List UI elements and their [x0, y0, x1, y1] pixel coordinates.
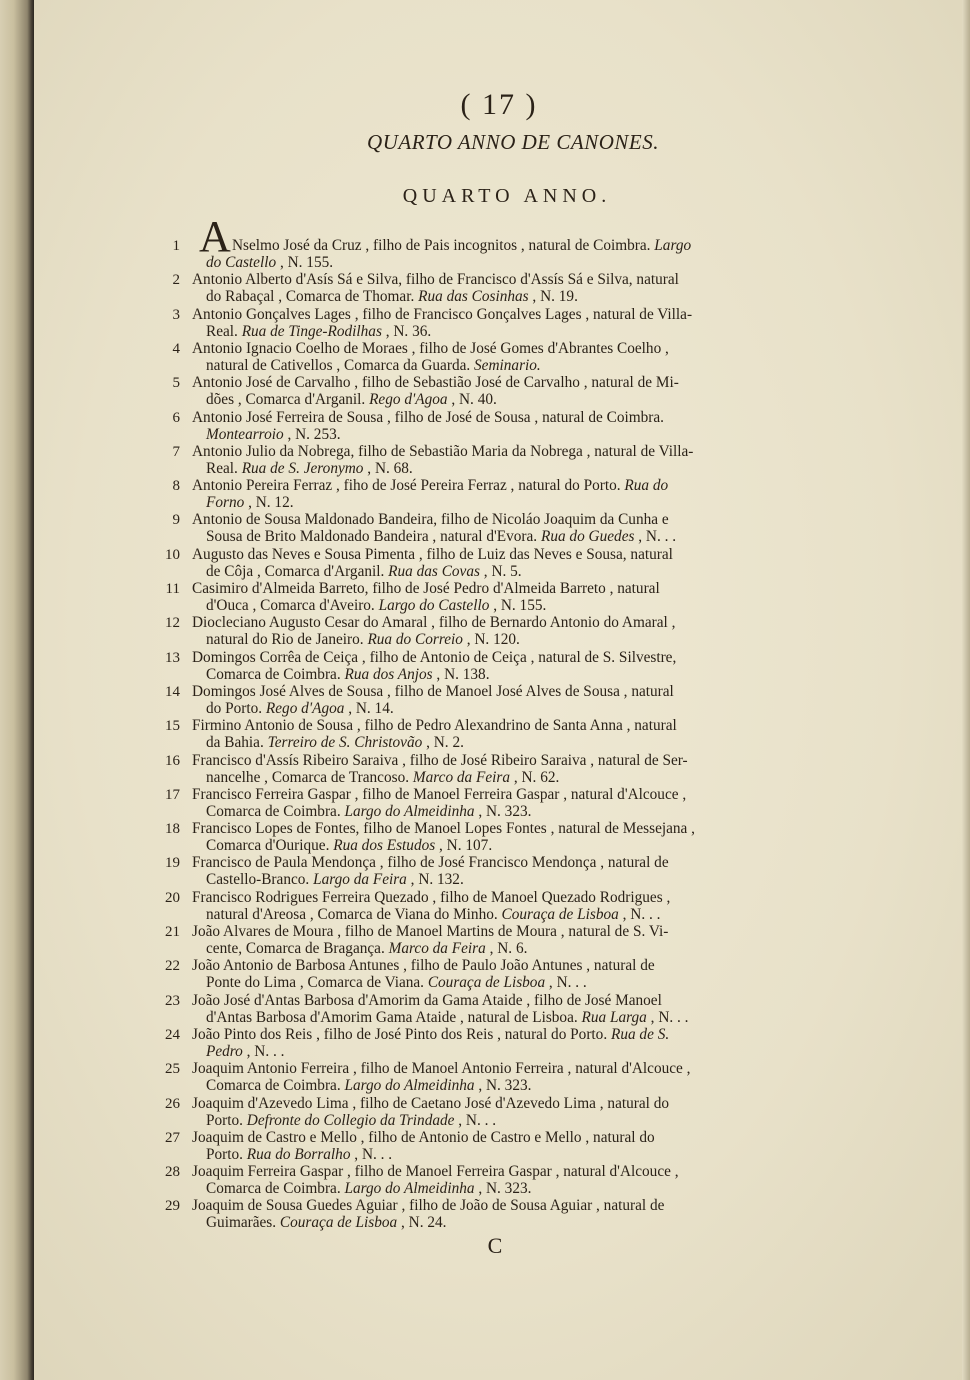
entry-house-number: , N. . .	[545, 974, 587, 992]
entry-number: 28	[165, 1164, 180, 1181]
entry-line-1	[192, 1197, 664, 1214]
entry-text: Ponte do Lima , Comarca de Viana.	[206, 974, 428, 992]
entry-number: 26	[165, 1095, 180, 1112]
entry-number: 16	[165, 752, 180, 769]
entry-line-1	[192, 1095, 669, 1112]
entry-number: 24	[165, 1026, 180, 1043]
entry-house-number: , N. 2.	[422, 734, 464, 752]
entry-line-2	[206, 1214, 447, 1231]
entry-text: Comarca d'Ourique.	[206, 837, 334, 855]
list-item	[0, 400, 970, 443]
entry-text: Francisco de Paula Mendonça , filho de José Francisco Mendonça , natural de	[192, 854, 669, 872]
entry-text: Antonio Alberto d'Asís Sá e Silva, filho de Francisco d'Assís Sá e Silva, natural	[192, 271, 679, 289]
entry-address: Couraça de Lisboa	[279, 1214, 398, 1232]
entry-house-number: , N. 62.	[510, 768, 560, 786]
entry-number: 17	[165, 786, 180, 803]
entry-text: d'Antas Barbosa d'Amorim Gama Ataide , natural de Lisboa.	[206, 1008, 582, 1026]
entry-address: Rua de Tinge-Rodilhas	[241, 322, 382, 340]
entry-text: cente, Comarca de Bragança.	[206, 940, 389, 957]
entry-text: de Côja , Comarca d'Arganil.	[206, 562, 389, 580]
entry-address: Rego d'Agoa	[369, 391, 448, 409]
entry-number: 19	[165, 855, 180, 872]
list-item	[0, 468, 970, 512]
entry-line-1	[192, 511, 669, 528]
entry-line-1	[192, 1129, 655, 1146]
entry-text: Joaquim Antonio Ferreira , filho de Manoel Antonio Ferreira , natural d'Alcouce ,	[192, 1060, 691, 1078]
entry-text: Joaquim Ferreira Gaspar , filho de Manoel Ferreira Gaspar , natural d'Alcouce ,	[192, 1163, 679, 1181]
entry-house-number: , N. . .	[350, 1145, 393, 1163]
entry-house-number: , N. 36.	[381, 322, 432, 340]
entry-line-1	[192, 271, 679, 288]
entry-number: 13	[165, 649, 180, 666]
entry-text: Castello-Branco.	[206, 871, 314, 889]
entry-line-1	[192, 443, 693, 460]
entry-text: Nselmo José da Cruz , filho de Pais incognitos , natural de Coimbra.	[232, 237, 655, 254]
list-item	[0, 605, 970, 649]
list-item	[0, 1017, 970, 1060]
entry-text: nancelhe , Comarca de Trancoso.	[206, 768, 413, 786]
entry-text: Domingos José Alves de Sousa , filho de Manoel José Alves de Sousa , natural	[192, 682, 674, 700]
list-item	[0, 640, 970, 683]
entry-text: João Pinto dos Reis , filho de José Pinto dos Reis , natural do Porto.	[192, 1025, 611, 1043]
entry-number: 10	[165, 546, 180, 563]
entry-number: 22	[165, 958, 180, 975]
entry-address: Largo do Almeidinha	[344, 1180, 475, 1198]
entry-house-number: , N. . .	[242, 1042, 285, 1060]
entry-number: 1	[172, 238, 180, 254]
entry-text: Antonio Ignacio Coelho de Moraes , filho de José Gomes d'Abrantes Coelho ,	[192, 339, 669, 357]
entry-text: Real.	[206, 322, 242, 340]
list-item	[0, 537, 970, 580]
entry-number: 29	[165, 1198, 180, 1215]
entry-house-number: , N. 14.	[344, 699, 394, 717]
entry-number: 4	[172, 340, 180, 357]
entry-address: Rego d'Agoa	[265, 699, 345, 717]
entry-address: Marco da Feira	[388, 940, 486, 957]
list-item	[0, 777, 970, 820]
entry-text: Joaquim d'Azevedo Lima , filho de Caetano José d'Azevedo Lima , natural do	[192, 1094, 670, 1112]
list-item	[0, 1086, 970, 1129]
entry-house-number: , N. 253.	[283, 425, 341, 443]
signature-mark: C	[487, 1233, 503, 1258]
entry-text: Antonio Gonçalves Lages , filho de Francisco Gonçalves Lages , natural de Villa-	[192, 305, 693, 323]
entry-text: Antonio Pereira Ferraz , fiho de José Pereira Ferraz , natural do Porto.	[192, 477, 625, 495]
entry-address: Largo do Castello	[378, 597, 490, 614]
drop-cap: A	[199, 212, 231, 261]
list-item	[0, 914, 970, 957]
entry-address: Rua do Correio	[367, 631, 463, 649]
entry-address: Rua do Borralho	[246, 1145, 351, 1163]
sub-heading: QUARTO ANNO.	[402, 185, 612, 207]
entry-address: Defronte do Collegio da Trindade	[246, 1111, 455, 1129]
entry-number: 18	[165, 821, 180, 838]
entry-house-number: , N. 107.	[435, 837, 493, 855]
entry-address: Marco da Feira	[412, 768, 511, 786]
entry-house-number: , N. 120.	[462, 631, 520, 649]
entry-line-1	[192, 683, 674, 700]
entry-number: 6	[172, 409, 180, 426]
entry-number: 15	[165, 718, 180, 735]
entry-line-1	[192, 923, 668, 940]
entry-address: Rua de S. Jeronymo	[241, 459, 364, 477]
list-item	[0, 743, 970, 786]
entry-house-number: , N. 5.	[479, 562, 522, 580]
entry-text: da Bahia.	[206, 734, 268, 752]
entry-number: 12	[165, 615, 180, 632]
entry-line-1	[192, 477, 668, 494]
entry-number: 5	[172, 375, 180, 392]
entry-address: Forno	[206, 494, 245, 512]
entry-house-number: , N. 323.	[474, 802, 532, 820]
entry-house-number: , N. 155.	[489, 597, 547, 614]
entry-text: Comarca de Coimbra.	[206, 1180, 345, 1198]
list-item	[0, 262, 970, 306]
entry-address: Largo da Feira	[313, 871, 407, 889]
entry-number: 27	[165, 1129, 180, 1146]
entry-line-1	[192, 820, 695, 837]
list-item	[0, 983, 970, 1026]
entry-text: Real.	[206, 459, 242, 477]
entry-house-number: , N. 24.	[397, 1214, 447, 1232]
entry-text: Francisco Rodrigues Ferreira Quezado , filho de Manoel Quezado Rodrigues ,	[192, 888, 671, 906]
entry-house-number: , N. 132.	[406, 871, 464, 889]
entry-number: 2	[172, 272, 180, 289]
list-item	[0, 708, 970, 752]
list-item	[0, 228, 970, 271]
entry-house-number: , N. 68.	[363, 459, 413, 477]
entry-house-number: , N. 155.	[276, 254, 334, 271]
entry-address: Rua do Guedes	[540, 528, 635, 546]
entry-address: Largo	[654, 237, 692, 254]
entry-number: 25	[165, 1061, 180, 1078]
entry-text: Joaquim de Sousa Guedes Aguiar , filho de João de Sousa Aguiar , natural de	[192, 1197, 665, 1215]
entry-house-number: , N. 6.	[485, 940, 528, 957]
entry-line-1	[192, 957, 655, 974]
entry-text: João José d'Antas Barbosa d'Amorim da Gama Ataide , filho de José Manoel	[192, 991, 662, 1009]
list-item	[0, 297, 970, 340]
list-item	[0, 1188, 970, 1232]
entry-line-1	[232, 237, 691, 254]
entry-line-1	[192, 752, 688, 769]
entry-text: João Antonio de Barbosa Antunes , filho de Paulo João Antunes , natural de	[192, 957, 655, 975]
entry-text: dões , Comarca d'Arganil.	[206, 391, 370, 409]
entry-text: natural de Cativellos , Comarca da Guarda.	[206, 356, 475, 374]
entry-text: Porto.	[206, 1111, 247, 1129]
entry-text: Francisco d'Assís Ribeiro Saraiva , filho de José Ribeiro Saraiva , natural de Ser-	[192, 751, 688, 769]
entry-house-number: , N. 323.	[474, 1180, 532, 1198]
entry-text: Porto.	[206, 1145, 247, 1163]
entry-text: Comarca de Coimbra.	[206, 802, 345, 820]
entry-number: 14	[165, 683, 180, 700]
entry-number: 7	[172, 443, 180, 460]
entry-line-1	[192, 409, 664, 426]
entry-text: Diocleciano Augusto Cesar do Amaral , filho de Bernardo Antonio do Amaral ,	[192, 614, 676, 632]
entry-address: Largo do Almeidinha	[344, 802, 475, 820]
entry-text: Antonio Julio da Nobrega, filho de Sebastião Maria da Nobrega , natural de Villa-	[192, 442, 694, 460]
section-heading: QUARTO ANNO DE CANONES.	[367, 130, 659, 154]
entry-house-number: , N. . .	[618, 905, 661, 923]
entry-line-1	[192, 992, 662, 1009]
entry-text: Augusto das Neves e Sousa Pimenta , filho de Luiz das Neves e Sousa, natural	[192, 545, 673, 563]
entry-text: Guimarães.	[206, 1214, 280, 1232]
entry-line-1	[192, 1163, 679, 1180]
entry-number: 3	[172, 306, 180, 323]
list-item	[0, 365, 970, 409]
entry-line-1	[192, 614, 675, 631]
entry-address: Terreiro de S. Christovão	[267, 734, 423, 752]
entry-house-number: , N. . .	[454, 1111, 497, 1129]
entry-line-1	[192, 340, 669, 357]
entry-line-1	[192, 580, 660, 597]
entry-address: Seminario.	[474, 356, 541, 374]
entry-text: Domingos Corrêa de Ceiça , filho de Antonio de Ceiça , natural de S. Silvestre,	[192, 648, 677, 666]
entry-line-1	[192, 1060, 691, 1077]
entry-house-number: , N. 138.	[432, 665, 490, 683]
entry-number: 21	[165, 924, 180, 940]
list-item	[0, 1051, 970, 1095]
entry-text: do Porto.	[206, 699, 266, 717]
entry-address: Rua Larga	[581, 1008, 647, 1026]
entry-text: d'Ouca , Comarca d'Aveiro.	[206, 597, 379, 614]
entry-line-1	[192, 649, 676, 666]
entry-text: Casimiro d'Almeida Barreto, filho de José Pedro d'Almeida Barreto , natural	[192, 580, 660, 597]
entry-address: Rua das Covas	[388, 562, 480, 580]
page-number: ( 17 )	[460, 88, 538, 121]
entry-address: Couraça de Lisboa	[501, 905, 619, 923]
entry-line-1	[192, 546, 673, 563]
list-item	[0, 502, 970, 546]
entry-number: 11	[165, 581, 180, 597]
entry-address: Rua das Cosinhas	[418, 288, 529, 306]
entry-address: Montearroio	[206, 425, 284, 443]
list-item	[0, 571, 970, 614]
entry-address: Rua de S.	[610, 1025, 670, 1043]
entry-text: João Alvares de Moura , filho de Manoel Martins de Moura , natural de S. Vi-	[192, 923, 669, 940]
entry-address: Rua dos Anjos	[344, 665, 433, 683]
entry-house-number: , N. 40.	[447, 391, 497, 409]
entry-text: natural do Rio de Janeiro.	[206, 631, 368, 649]
entry-text: Antonio José Ferreira de Sousa , filho de José de Sousa , natural de Coimbra.	[192, 408, 664, 426]
entry-text: Joaquim de Castro e Mello , filho de Antonio de Castro e Mello , natural do	[192, 1128, 655, 1146]
entry-line-1	[192, 306, 692, 323]
entry-number: 9	[172, 512, 180, 529]
entry-text: do Rabaçal , Comarca de Thomar.	[206, 288, 419, 306]
entry-text: Francisco Lopes de Fontes, filho de Manoel Lopes Fontes , natural de Messejana ,	[192, 820, 695, 838]
entry-line-1	[192, 786, 686, 803]
entry-address: do Castello	[206, 254, 277, 271]
entry-text: Firmino Antonio de Sousa , filho de Pedro Alexandrino de Santa Anna , natural	[192, 717, 677, 735]
entry-house-number: , N. 19.	[528, 288, 578, 306]
entry-number: 23	[165, 992, 180, 1009]
entry-text: natural d'Areosa , Comarca de Viana do Minho.	[206, 905, 502, 923]
entry-text: Antonio de Sousa Maldonado Bandeira, filho de Nicoláo Joaquim da Cunha e	[192, 511, 669, 529]
entry-house-number: , N. . .	[634, 528, 677, 546]
entry-house-number: , N. 12.	[244, 494, 294, 512]
list-item	[0, 434, 970, 477]
entry-text: Antonio José de Carvalho , filho de Sebastião José de Carvalho , natural de Mi-	[192, 374, 679, 392]
entry-address: Rua dos Estudos	[333, 837, 436, 855]
entry-line-1	[192, 717, 677, 734]
list-item	[0, 331, 970, 374]
entry-line-1	[192, 854, 669, 871]
entry-number: 8	[172, 478, 180, 495]
entry-line-1	[192, 889, 670, 906]
entry-address: Rua do	[624, 477, 669, 495]
entry-text: Comarca de Coimbra.	[206, 1077, 345, 1095]
list-item	[0, 845, 970, 889]
list-item	[0, 1120, 970, 1163]
list-item	[0, 948, 970, 992]
entry-address: Largo do Almeidinha	[344, 1077, 475, 1095]
entry-line-1	[192, 1026, 669, 1043]
entry-text: Sousa de Brito Maldonado Bandeira , natural d'Evora.	[206, 528, 541, 546]
entry-line-1	[192, 374, 679, 391]
list-item	[0, 811, 970, 855]
entry-address: Couraça de Lisboa	[427, 974, 546, 992]
entry-text: Francisco Ferreira Gaspar , filho de Manoel Ferreira Gaspar , natural d'Alcouce ,	[192, 785, 687, 803]
list-item	[0, 1154, 970, 1198]
entry-text: Comarca de Coimbra.	[206, 665, 345, 683]
list-item	[0, 674, 970, 717]
entry-house-number: , N. 323.	[474, 1077, 532, 1095]
entry-number: 20	[165, 889, 180, 906]
list-item	[0, 880, 970, 923]
entry-house-number: , N. . .	[646, 1008, 689, 1026]
entry-address: Pedro	[206, 1042, 243, 1060]
